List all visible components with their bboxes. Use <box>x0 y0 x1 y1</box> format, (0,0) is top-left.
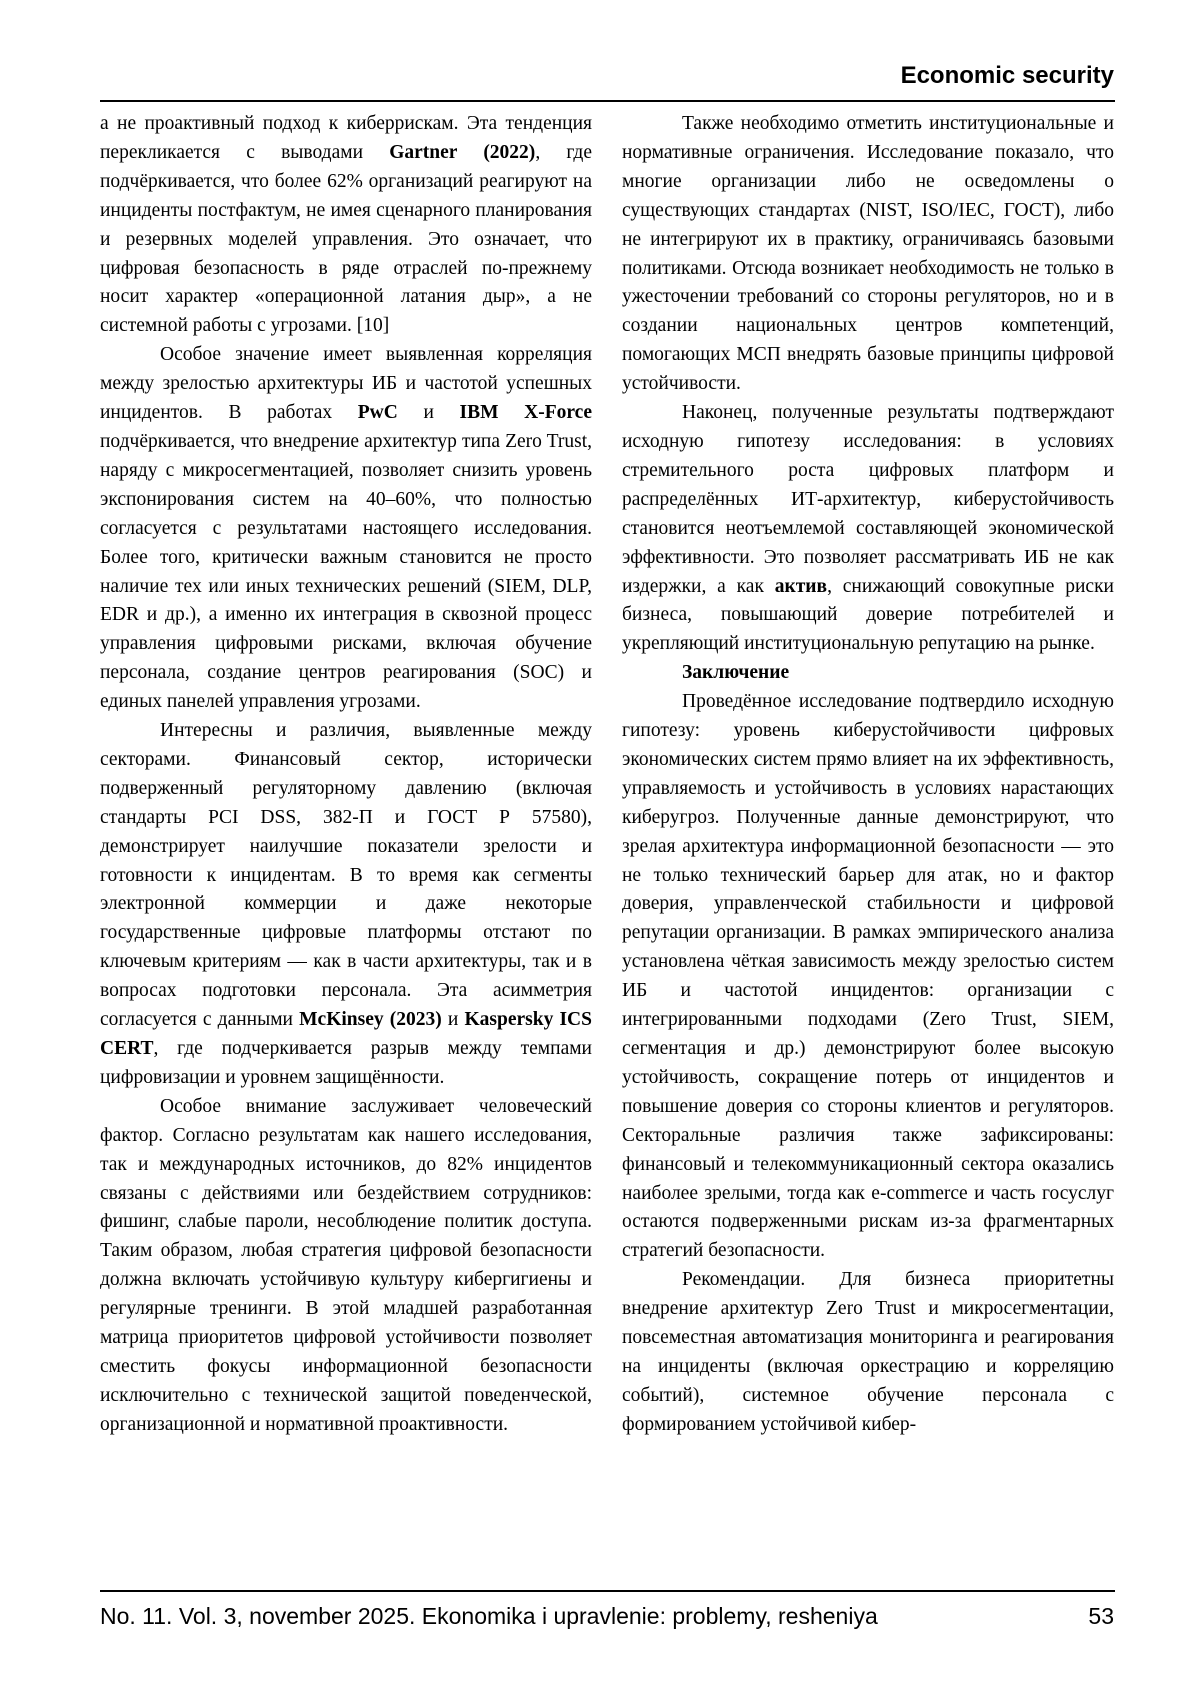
footer-rule <box>100 1590 1115 1592</box>
right-paragraph-1: Также необходимо отметить институциональные и нормативные ограничения. Исследование показало, что многие организации либо не осведомлены о существующих стандартах (NIST, ISO/IEC, ГОСТ), либо не интегрируют их в практику, ограничиваясь базовыми политиками. Отсюда возникает необходимость не только в ужесточении требований со стороны регуляторов, но и в создании национальных центров компетенций, помогающих МСП внедрять базовые принципы цифровой устойчивости. <box>622 113 1114 395</box>
right-column <box>622 110 1114 1440</box>
right-paragraph-3: Проведённое исследование подтвердило исходную гипотезу: уровень киберустойчивости цифровых экономических систем прямо влияет на их эффективность, управляемость и устойчивость в условиях нарастающих киберугроз. Полученные данные демонстрируют, что зрелая архитектура информационной безопасности — это не только технический барьер для атак, но и фактор доверия, управленческой стабильности и цифровой репутации организации. В рамках эмпирического анализа установлена чёткая зависимость между зрелостью систем ИБ и частотой инцидентов: организации с интегрированными подходами (Zero Trust, SIEM, сегментация и др.) демонстрируют более высокую устойчивость, сокращение потерь от инцидентов и повышение доверия со стороны клиентов и регуляторов. Секторальные различия также зафиксированы: финансовый и телекоммуникационный сектора оказались наиболее зрелыми, тогда как e-commerce и часть госуслуг остаются подверженными рискам из-за фрагментарных стратегий безопасности. <box>622 691 1114 1262</box>
conclusion-heading: Заключение <box>682 662 790 684</box>
source-mckinsey: McKinsey (2023) <box>299 1009 442 1031</box>
page-number: 53 <box>1088 1603 1114 1629</box>
left-paragraph-3: Интересны и различия, выявленные между секторами. Финансовый сектор, исторически подверженный регуляторному давлению (включая стандарты PCI DSS, 382-П и ГОСТ Р 57580), демонстрирует наилучшие показатели зрелости и готовности к инцидентам. В то время как сегменты электронной коммерции и даже некоторые государственные цифровые платформы отстают по ключевым критериям — как в части архитектуры, так и в вопросах подготовки персонала. Эта асимметрия согласуется с данными McKinsey (2023) и Kaspersky ICS CERT, где подчеркивается разрыв между темпами цифровизации и уровнем защищённости. <box>100 720 592 1088</box>
header-rule <box>100 100 1115 102</box>
term-asset: актив <box>774 575 828 597</box>
left-column <box>100 110 592 1440</box>
right-paragraph-4: Рекомендации. Для бизнеса приоритетны внедрение архитектур Zero Trust и микросегментации, повсеместная автоматизация мониторинга и реагирования на инциденты (включая оркестрацию и корреляцию событий), системное обучение персонала с формированием устойчивой кибер- <box>622 1269 1114 1435</box>
footer-citation: No. 11. Vol. 3, november 2025. Ekonomika i upravlenie: problemy, resheniya <box>100 1603 878 1629</box>
left-paragraph-2: Особое значение имеет выявленная корреляция между зрелостью архитектуры ИБ и частотой успешных инцидентов. В работах PwC и IBM X-Force подчёркивается, что внедрение архитектур типа Zero Trust, наряду с микросегментацией, позволяет снизить уровень экспонирования систем на 40–60%, что полностью согласуется с результатами настоящего исследования. Более того, критически важным становится не просто наличие тех или иных технических решений (SIEM, DLP, EDR и др.), а именно их интеграция в сквозной процесс управления цифровыми рисками, включая обучение персонала, создание центров реагирования (SOC) и единых панелей управления угрозами. <box>100 344 592 713</box>
right-paragraph-2: Наконец, полученные результаты подтверждают исходную гипотезу исследования: в условиях стремительного роста цифровых платформ и распределённых ИТ-архитектур, киберустойчивость становится неотъемлемой составляющей экономической эффективности. Это позволяет рассматривать ИБ не как издержки, а как актив, снижающий совокупные риски бизнеса, повышающий доверие потребителей и укрепляющий институциональную репутацию на рынке. <box>622 402 1114 655</box>
source-pwc: PwC <box>357 402 398 424</box>
source-kaspersky: Kaspersky ICS CERT <box>100 1009 592 1059</box>
source-ibm-xforce: IBM X-Force <box>459 402 592 424</box>
left-paragraph-1: а не проактивный подход к киберрискам. Эта тенденция перекликается с выводами Gartner (2022), где подчёркивается, что более 62% организаций реагируют на инциденты постфактум, не имея сценарного планирования и резервных моделей управления. Это означает, что цифровая безопасность в ряде отраслей по-прежнему носит характер «операционной латания дыр», а не системной работы с угрозами. [10] <box>100 113 593 337</box>
left-paragraph-4: Особое внимание заслуживает человеческий фактор. Согласно результатам как нашего исследования, так и международных источников, до 82% инцидентов связаны с действиями или бездействием сотрудников: фишинг, слабые пароли, несоблюдение политик доступа. Таким образом, любая стратегия цифровой безопасности должна включать устойчивую культуру кибергигиены и регулярные тренинги. В этой младшей разработанная матрица приоритетов цифровой устойчивости позволяет сместить фокусы информационной безопасности исключительно с технической защитой поведенческой, организационной и нормативной проактивности. <box>100 1095 592 1435</box>
section-header: Economic security <box>900 62 1114 89</box>
source-gartner: Gartner (2022) <box>389 141 536 163</box>
